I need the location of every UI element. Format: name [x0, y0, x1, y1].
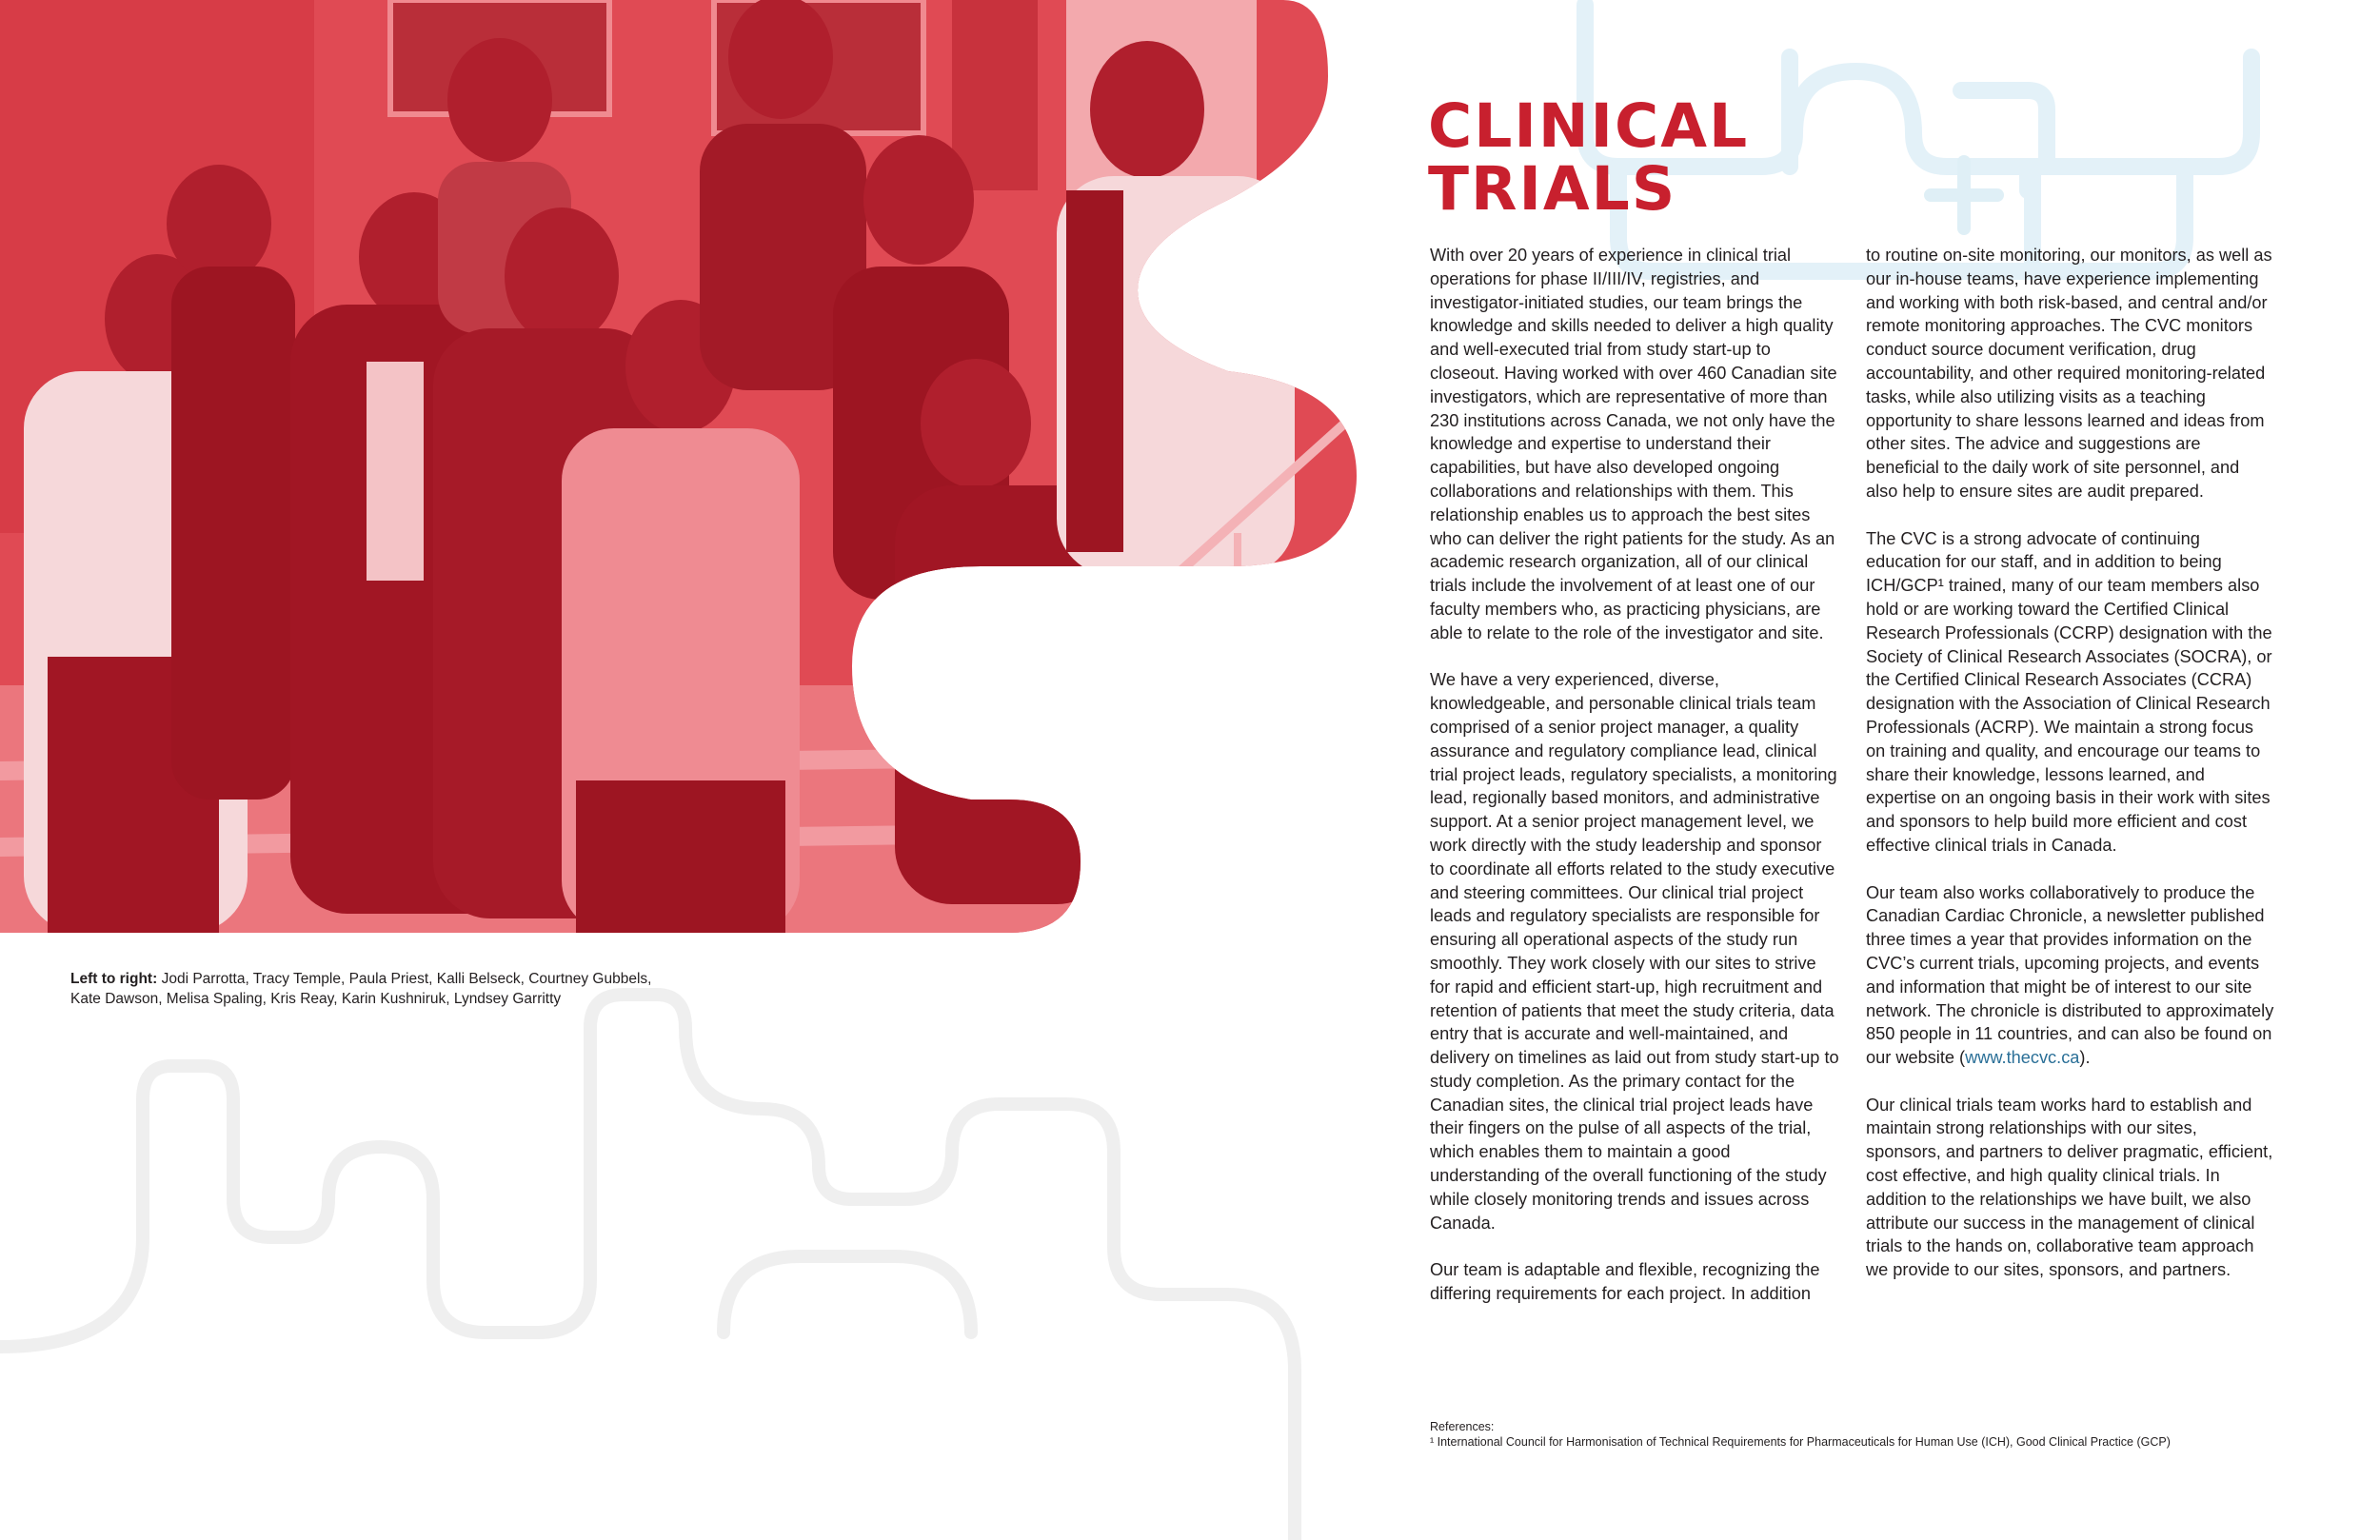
paragraph: to routine on-site monitoring, our monitors, as well as our in-house teams, have experience implementing and working with both risk-based, and central and/or remote monitoring approaches. The CVC monitors conduct source document verification, drug accountability, and other required monitoring-related tasks, while also utilizing visits as a teaching opportunity to share lessons learned and ideas from other sites. The advice and suggestions are beneficial to the daily work of site personnel, and also help to ensure sites are audit prepared.: [1866, 246, 2272, 501]
team-photo: [0, 0, 1428, 952]
paragraph: With over 20 years of experience in clinical trial operations for phase II/III/IV, registries, and investigator-initiated studies, our team brings the knowledge and skills needed to deliver a high quality and well-executed trial from study start-up to closeout. Having worked with over 460 Canadian site investigators, which are representative of more than 230 institutions across Canada, we not only have the knowledge and expertise to understand their capabilities, but have also developed ongoing collaborations and relationships with them. This relationship enables us to approach the best sites who can deliver the right patients for the study. As an academic research organization, all of our clinical trials include the involvement of at least one of our faculty members who, as practicing physicians, are able to relate to the role of the investigator and site.: [1430, 246, 1837, 642]
paragraph-with-link: [1866, 881, 2275, 1070]
paragraph: The CVC is a strong advocate of continuing education for our staff, and in addition to being ICH/GCP¹ trained, many of our team members also hold or are working toward the Certified Clinical Research Professionals (CCRP) designation with the Society of Clinical Research Associates (SOCRA), or the Certified Clinical Research Associates (CCRA) designation with the Association of Clinical Research Professionals (ACRP). We maintain a strong focus on training and quality, and encourage our teams to share their knowledge, lessons learned, and expertise on an ongoing basis in their work with sites and sponsors to help build more efficient and cost effective clinical trials in Canada.: [1866, 528, 2272, 855]
caption-names: Jodi Parrotta, Tracy Temple, Paula Priest, Kalli Belseck, Courtney Gubbels, Kate Dawson, Melisa Spaling, Kris Reay, Karin Kushniruk, Lyndsey Garritty: [70, 971, 652, 1007]
paragraph-text: Our team also works collaboratively to produce the Canadian Cardiac Chronicle, a newsletter published three times a year that provides information on the CVC’s current trials, upcoming projects, and events and information that might be of interest to our site network. The chronicle is distributed to approximately 850 people in 11 countries, and can also be found on our website (: [1866, 882, 2274, 1068]
paragraph: Our clinical trials team works hard to establish and maintain strong relationships with our sites, sponsors, and partners to deliver pragmatic, efficient, cost effective, and high quality clinical trials. In addition to the relationships we have built, we also attribute our success in the management of clinical trials to the hands on, collaborative team approach we provide to our sites, sponsors, and partners.: [1866, 1095, 2273, 1280]
paragraph: Our team is adaptable and flexible, recognizing the differing requirements for each project. In addition: [1430, 1260, 1820, 1304]
title-line-2: TRIALS: [1428, 154, 1677, 224]
body-column-right: [1866, 244, 2275, 1306]
title-line-1: CLINICAL: [1428, 91, 1750, 161]
body-column-left: [1430, 244, 1839, 1330]
reference-item: ¹ International Council for Harmonisation of Technical Requirements for Pharmaceuticals for Human Use (ICH), Good Clinical Practice (GCP): [1430, 1435, 2171, 1449]
caption-label: Left to right:: [70, 971, 158, 987]
website-link[interactable]: www.thecvc.ca: [1965, 1048, 2080, 1068]
page-title: [1428, 91, 1750, 224]
group-photo-icon: [0, 0, 1428, 952]
photo-caption: [70, 969, 680, 1009]
paragraph-text: ).: [2079, 1048, 2091, 1068]
paragraph: We have a very experienced, diverse, knowledgeable, and personable clinical trials team comprised of a senior project manager, a quality assurance and regulatory compliance lead, clinical trial project leads, regulatory specialists, a monitoring lead, regionally based monitors, and administrative support. At a senior project management level, we work directly with the study leadership and sponsor to coordinate all efforts related to the study executive and steering committees. Our clinical trial project leads and regulatory specialists are responsible for ensuring all operational aspects of the study run smoothly. They work closely with our sites to strive for rapid and efficient start-up, high recruitment and retention of patients that meet the study criteria, data entry that is accurate and well-maintained, and delivery on timelines as laid out from study start-up to study completion. As the primary contact for the Canadian sites, the clinical trial project leads have their fingers on the pulse of all aspects of the trial, which enables them to maintain a good understanding of the overall functioning of the study while closely monitoring trends and issues across Canada.: [1430, 670, 1839, 1233]
references-heading: References:: [1430, 1420, 1495, 1433]
references: [1430, 1419, 2287, 1450]
